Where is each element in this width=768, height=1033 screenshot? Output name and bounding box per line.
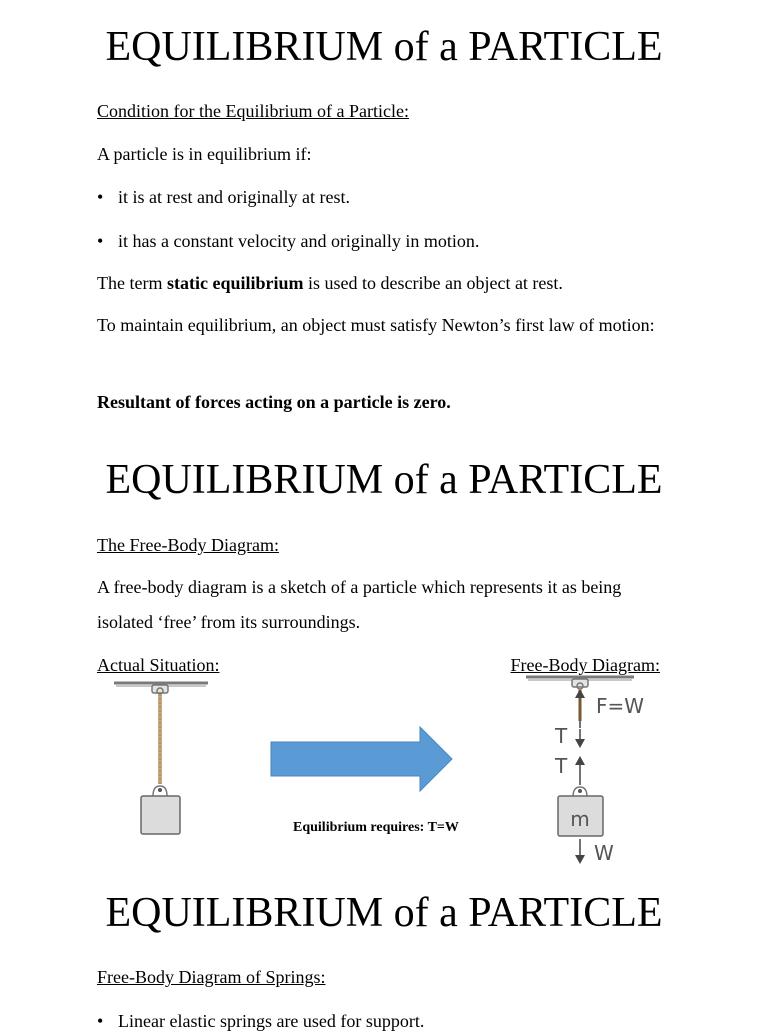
fbd-mass-label: m: [570, 807, 590, 831]
actual-situation-label: Actual Situation:: [97, 655, 220, 675]
section-1-title: EQUILIBRIUM of a PARTICLE: [105, 24, 663, 70]
fbd-fw-label: F=W: [596, 694, 645, 718]
bullet-marker: •: [97, 187, 104, 207]
bullet-marker: •: [97, 1011, 104, 1031]
fbd-w-label: W: [594, 841, 614, 865]
bullet-item: it has a constant velocity and originally in motion.: [118, 231, 480, 251]
static-bold: static equilibrium: [166, 273, 304, 293]
static-post: is used to describe an object at rest.: [303, 273, 563, 293]
bullet-item: Linear elastic springs are used for support.: [118, 1011, 425, 1031]
free-body-diagram: [524, 673, 648, 867]
resultant-statement: Resultant of forces acting on a particle is zero.: [97, 392, 451, 412]
fbd-label: Free-Body Diagram:: [510, 655, 660, 675]
section-1-subtitle: Condition for the Equilibrium of a Particle:: [97, 101, 409, 121]
fbd-t-bottom-label: T: [555, 754, 568, 778]
static-equilibrium-sentence: [97, 266, 660, 301]
fbd-t-top-label: T: [555, 724, 568, 748]
section-2-subtitle: The Free-Body Diagram:: [97, 535, 279, 555]
actual-situation-diagram: [110, 676, 212, 840]
fbd-description: A free-body diagram is a sketch of a particle which represents it as being isolated ‘free’ from its surroundings.: [97, 577, 622, 632]
bullet-marker: •: [97, 231, 104, 251]
bullet-item: it is at rest and originally at rest.: [118, 187, 350, 207]
section-2-title: EQUILIBRIUM of a PARTICLE: [105, 457, 663, 503]
section-3-title: EQUILIBRIUM of a PARTICLE: [105, 890, 663, 936]
static-pre: The term: [97, 273, 167, 293]
section-3-subtitle: Free-Body Diagram of Springs:: [97, 967, 326, 987]
transition-arrow: [270, 726, 454, 797]
newton-paragraph: To maintain equilibrium, an object must satisfy Newton’s first law of motion:: [97, 315, 655, 335]
equilibrium-note: Equilibrium requires: T=W: [293, 820, 459, 835]
section-1-intro: A particle is in equilibrium if:: [97, 144, 312, 164]
